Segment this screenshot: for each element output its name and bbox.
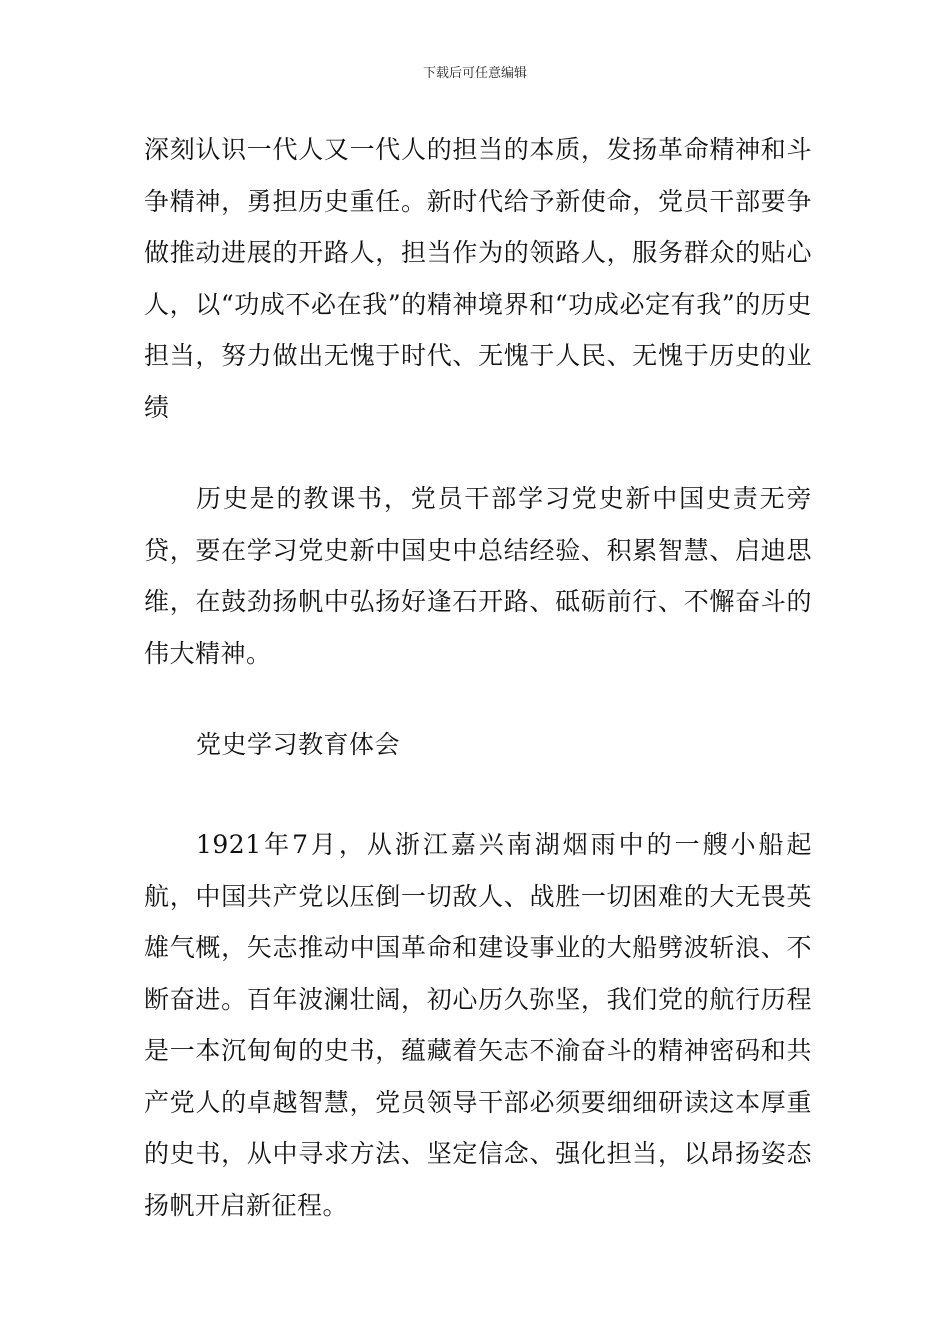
paragraph-responsibility: 深刻认识一代人又一代人的担当的本质，发扬革命精神和斗争精神，勇担历史重任。新时代给予新使命，党员干部要争做推动进展的开路人，担当作为的领路人，服务群众的贴心人，以“功成不必在我”的精神境界和“功成必定有我”的历史担当，努力做出无愧于时代、无愧于人民、无愧于历史的业绩 [144,135,812,422]
page-header-note: 下载后可任意编辑 [422,66,527,81]
paragraph-history-textbook: 历史是的教课书，党员干部学习党史新中国史责无旁贷，要在学习党史新中国史中总结经验、积累智慧、启迪思维，在鼓劲扬帆中弘扬好逢石开路、砥砺前行、不懈奋斗的伟大精神。 [144,484,812,668]
paragraph-party-history: 1921年7月，从浙江嘉兴南湖烟雨中的一艘小船起航，中国共产党以压倒一切敌人、战胜一切困难的大无畏英雄气概，矢志推动中国革命和建设事业的大船劈波斩浪、不断奋进。百年波澜壮阔，初心历久弥坚，我们党的航行历程是一本沉甸甸的史书，蕴藏着矢志不渝奋斗的精神密码和共产党人的卓越智慧，党员领导干部必须要细细研读这本厚重的史书，从中寻求方法、坚定信念、强化担当，以昂扬姿态扬帆开启新征程。 [144,830,812,1220]
section-title: 党史学习教育体会 [196,730,401,759]
